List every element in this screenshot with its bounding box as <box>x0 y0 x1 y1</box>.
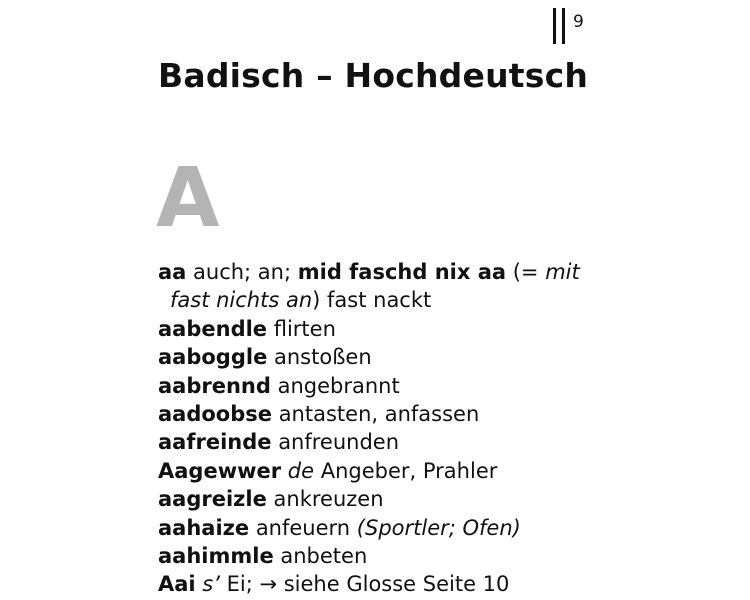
headword: aadoobse <box>158 402 273 427</box>
translation: anbeten <box>273 544 368 569</box>
translation: auch; an; <box>186 260 298 284</box>
page-number: 9 <box>573 12 584 32</box>
headword: Aai <box>158 572 196 597</box>
headword: aabrennd <box>158 373 271 398</box>
paren-close: ) <box>312 288 321 313</box>
translation: ankreuzen <box>266 487 384 512</box>
translation: fast nackt <box>320 288 432 313</box>
paren-open: (= <box>506 260 546 284</box>
translation: anfreunden <box>271 430 400 455</box>
translation: Ei; <box>219 572 260 597</box>
translation: flirten <box>267 316 336 341</box>
section-letter: A <box>156 151 220 246</box>
headword: Aagewwer <box>158 458 282 483</box>
gender-article: de <box>281 458 315 483</box>
translation: anfeuern <box>249 515 357 540</box>
headword: aafreinde <box>158 430 272 455</box>
list-item <box>158 457 588 485</box>
list-item-continuation <box>158 286 588 314</box>
translation: angebrannt <box>270 373 400 398</box>
list-item <box>158 315 588 343</box>
headword: aabendle <box>158 316 268 341</box>
list-item <box>158 400 588 428</box>
cross-reference: siehe Glosse Seite 10 <box>277 572 510 597</box>
headword: aaboggle <box>158 345 268 370</box>
entry-list <box>158 258 588 599</box>
page-marker-bars <box>553 8 565 44</box>
headword: aagreizle <box>158 487 267 512</box>
list-item <box>158 258 588 286</box>
list-item <box>158 428 588 456</box>
headword: aahimmle <box>158 544 274 569</box>
list-item <box>158 514 588 542</box>
page-title: Badisch – Hochdeutsch <box>158 56 589 95</box>
list-item <box>158 343 588 371</box>
phrase: mid faschd nix aa <box>297 260 507 284</box>
arrow-icon: → <box>259 572 278 597</box>
list-item <box>158 542 588 570</box>
gender-article: s’ <box>195 572 220 597</box>
usage-note: (Sportler; Ofen) <box>356 515 521 540</box>
headword: aa <box>158 260 187 284</box>
paren-note: mit <box>545 260 580 284</box>
headword: aahaize <box>158 515 250 540</box>
translation: anstoßen <box>267 345 372 370</box>
paren-note: fast nichts an <box>170 288 313 313</box>
list-item <box>158 485 588 513</box>
list-item <box>158 570 588 598</box>
translation: antasten, anfassen <box>272 402 480 427</box>
list-item <box>158 372 588 400</box>
translation: Angeber, Prahler <box>314 458 498 483</box>
